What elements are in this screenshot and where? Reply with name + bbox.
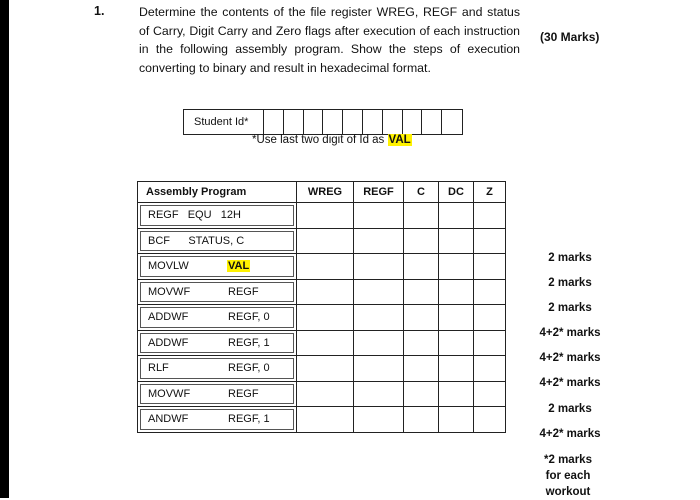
c-cell[interactable] <box>404 305 439 331</box>
z-cell[interactable] <box>474 407 506 433</box>
regf-cell[interactable] <box>354 381 404 407</box>
table-row <box>138 356 506 382</box>
row-marks: 2 marks <box>548 403 592 415</box>
regf-cell[interactable] <box>354 330 404 356</box>
wreg-cell[interactable] <box>297 228 354 254</box>
dc-cell[interactable] <box>439 203 474 229</box>
regf-cell[interactable] <box>354 356 404 382</box>
student-id-digit-box[interactable] <box>442 110 462 134</box>
question-number: 1. <box>94 4 105 18</box>
c-cell[interactable] <box>404 254 439 280</box>
student-id-digit-box[interactable] <box>343 110 363 134</box>
dc-cell[interactable] <box>439 356 474 382</box>
z-cell[interactable] <box>474 381 506 407</box>
total-marks: (30 Marks) <box>540 30 600 44</box>
regf-cell[interactable] <box>354 254 404 280</box>
dc-cell[interactable] <box>439 381 474 407</box>
row-marks: 4+2* marks <box>539 352 601 364</box>
c-cell[interactable] <box>404 279 439 305</box>
z-cell[interactable] <box>474 228 506 254</box>
wreg-cell[interactable] <box>297 407 354 433</box>
dc-cell[interactable] <box>439 330 474 356</box>
instruction-cell <box>138 330 297 356</box>
wreg-cell[interactable] <box>297 356 354 382</box>
regf-cell[interactable] <box>354 228 404 254</box>
table-row <box>138 330 506 356</box>
instruction-operand: VAL <box>228 260 250 273</box>
student-id-digit-box[interactable] <box>304 110 324 134</box>
instruction-mnemonic: MOVWF <box>148 285 191 298</box>
table-row <box>138 305 506 331</box>
row-marks: 4+2* marks <box>539 327 601 339</box>
header-c: C <box>404 182 439 203</box>
instruction-operand: REGF, 1 <box>228 336 270 349</box>
footnote-line: for each <box>545 470 591 482</box>
assembly-table <box>137 181 506 433</box>
regf-cell[interactable] <box>354 279 404 305</box>
left-edge-bar <box>0 0 9 498</box>
instruction-mnemonic: ADDWF <box>148 311 189 324</box>
c-cell[interactable] <box>404 381 439 407</box>
row-marks: 2 marks <box>548 252 592 264</box>
table-row <box>138 381 506 407</box>
instruction-operand: REGF <box>228 285 259 298</box>
student-id-label: Student Id* <box>184 110 264 134</box>
student-id-digit-box[interactable] <box>284 110 304 134</box>
instruction-cell <box>138 203 297 229</box>
instruction-operand: REGF, 0 <box>228 362 270 375</box>
header-regf: REGF <box>354 182 404 203</box>
instruction-mnemonic: ADDWF <box>148 336 189 349</box>
instruction-cell <box>138 356 297 382</box>
instruction-mnemonic: MOVWF <box>148 387 191 400</box>
c-cell[interactable] <box>404 228 439 254</box>
wreg-cell[interactable] <box>297 203 354 229</box>
note-text: *Use last two digit of Id as <box>252 134 388 146</box>
workout-footnote <box>528 452 608 500</box>
z-cell[interactable] <box>474 356 506 382</box>
header-z: Z <box>474 182 506 203</box>
instruction-text: BCF STATUS, C <box>148 234 245 247</box>
instruction-cell <box>138 381 297 407</box>
instruction-mnemonic: ANDWF <box>148 413 189 426</box>
table-row <box>138 407 506 433</box>
header-assembly-program: Assembly Program <box>138 182 297 203</box>
student-id-digit-box[interactable] <box>403 110 423 134</box>
header-dc: DC <box>439 182 474 203</box>
table-row <box>138 203 506 229</box>
regf-cell[interactable] <box>354 305 404 331</box>
instruction-cell <box>138 305 297 331</box>
row-marks: 4+2* marks <box>539 428 601 440</box>
instruction-cell <box>138 228 297 254</box>
dc-cell[interactable] <box>439 305 474 331</box>
wreg-cell[interactable] <box>297 279 354 305</box>
wreg-cell[interactable] <box>297 254 354 280</box>
instruction-operand: REGF <box>228 387 259 400</box>
table-row <box>138 228 506 254</box>
header-wreg: WREG <box>297 182 354 203</box>
instruction-operand: REGF, 1 <box>228 413 270 426</box>
c-cell[interactable] <box>404 203 439 229</box>
z-cell[interactable] <box>474 254 506 280</box>
instruction-mnemonic: RLF <box>148 362 169 375</box>
footnote-line: workout <box>545 486 591 498</box>
footnote-line: *2 marks <box>544 454 592 466</box>
z-cell[interactable] <box>474 279 506 305</box>
student-id-digit-box[interactable] <box>264 110 284 134</box>
regf-cell[interactable] <box>354 203 404 229</box>
wreg-cell[interactable] <box>297 330 354 356</box>
table-row <box>138 279 506 305</box>
student-id-digit-box[interactable] <box>323 110 343 134</box>
row-marks: 4+2* marks <box>539 377 601 389</box>
c-cell[interactable] <box>404 330 439 356</box>
question-text: Determine the contents of the file register WREG, REGF and status of Carry, Digit Carry and Zero flags after execution of each instruction in the following assembly program. Show the steps of execution converting to binary and result in hexadecimal format. <box>139 5 520 75</box>
wreg-cell[interactable] <box>297 305 354 331</box>
row-marks: 2 marks <box>548 277 592 289</box>
z-cell[interactable] <box>474 330 506 356</box>
instruction-cell <box>138 279 297 305</box>
student-id-note <box>252 134 412 146</box>
dc-cell[interactable] <box>439 407 474 433</box>
z-cell[interactable] <box>474 305 506 331</box>
c-cell[interactable] <box>404 407 439 433</box>
wreg-cell[interactable] <box>297 381 354 407</box>
dc-cell[interactable] <box>439 228 474 254</box>
student-id-digit-box[interactable] <box>363 110 383 134</box>
dc-cell[interactable] <box>439 254 474 280</box>
z-cell[interactable] <box>474 203 506 229</box>
regf-cell[interactable] <box>354 407 404 433</box>
table-row <box>138 254 506 280</box>
student-id-digit-box[interactable] <box>422 110 442 134</box>
student-id-box <box>183 109 463 135</box>
instruction-operand: REGF, 0 <box>228 311 270 324</box>
instruction-text: REGF EQU 12H <box>148 209 241 222</box>
student-id-digit-box[interactable] <box>383 110 403 134</box>
instruction-cell <box>138 254 297 280</box>
row-marks: 2 marks <box>548 302 592 314</box>
instruction-mnemonic: MOVLW <box>148 260 189 273</box>
instruction-cell <box>138 407 297 433</box>
dc-cell[interactable] <box>439 279 474 305</box>
c-cell[interactable] <box>404 356 439 382</box>
note-highlight: VAL <box>388 134 411 146</box>
